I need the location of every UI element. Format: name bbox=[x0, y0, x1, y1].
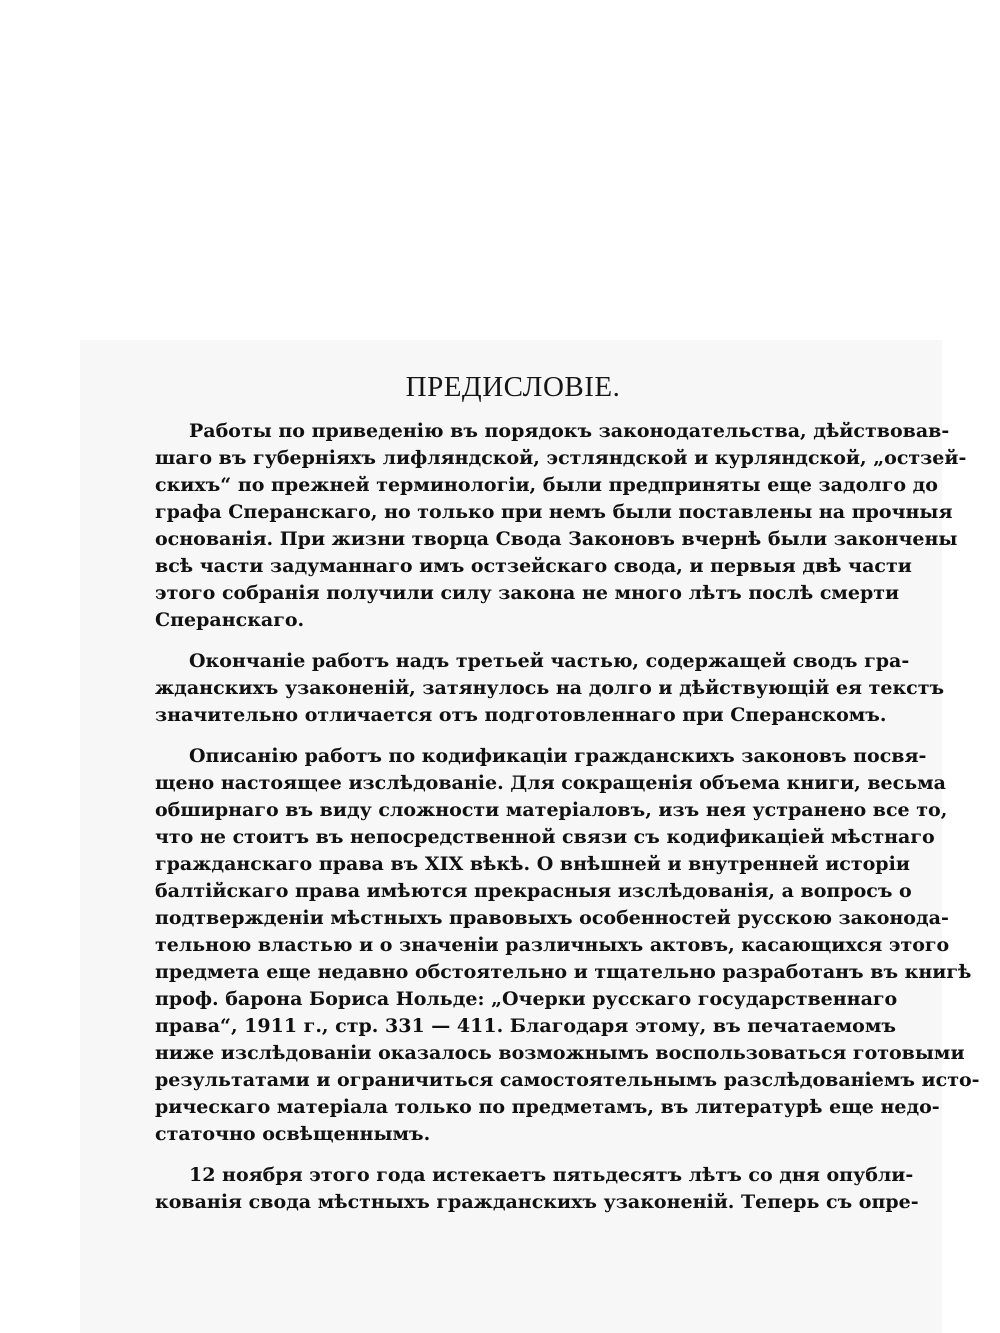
text-line: графа Сперанскаго, но только при немъ были поставлены на прочныя bbox=[155, 501, 953, 523]
text-line: Сперанскаго. bbox=[155, 609, 305, 631]
paragraph-4 bbox=[155, 1162, 919, 1216]
text-line: 12 ноября этого года истекаетъ пятьдесятъ лѣтъ со дня опубли- bbox=[189, 1164, 914, 1186]
text-line: всѣ части задуманнаго имъ остзейскаго свода, и первыя двѣ части bbox=[155, 555, 912, 577]
text-line: скихъ“ по прежней терминологiи, были предприняты еще задолго до bbox=[155, 474, 938, 496]
paragraph-3 bbox=[155, 743, 980, 1148]
paragraph-2 bbox=[155, 648, 945, 729]
text-line: права“, 1911 г., стр. 331 — 411. Благодаря этому, въ печатаемомъ bbox=[155, 1015, 896, 1037]
text-line: балтiйскаго права имѣются прекрасныя изслѣдованiя, а вопросъ о bbox=[155, 880, 912, 902]
text-line: рическаго матерiала только по предметамъ, въ литературѣ еще недо- bbox=[155, 1096, 940, 1118]
text-line: ниже изслѣдованiи оказалось возможнымъ воспользоваться готовыми bbox=[155, 1042, 965, 1064]
text-line: основанiя. При жизни творца Свода Законовъ вчернѣ были закончены bbox=[155, 528, 958, 550]
text-line: тельною властью и о значенiи различныхъ актовъ, касающихся этого bbox=[155, 934, 950, 956]
text-line: Работы по приведенiю въ порядокъ законодательства, дѣйствовав- bbox=[189, 420, 950, 442]
text-line: гражданскаго права въ XIX вѣкѣ. О внѣшней и внутренней исторiи bbox=[155, 853, 910, 875]
paragraph-1 bbox=[155, 418, 967, 634]
text-line: кованiя свода мѣстныхъ гражданскихъ узаконенiй. Теперь съ опре- bbox=[155, 1191, 919, 1213]
text-line: этого собранiя получили силу закона не много лѣтъ послѣ смерти bbox=[155, 582, 900, 604]
text-line: подтвержденiи мѣстныхъ правовыхъ особенностей русскою законода- bbox=[155, 907, 949, 929]
text-line: результатами и ограничиться самостоятельнымъ разслѣдованiемъ исто- bbox=[155, 1069, 980, 1091]
page-title: ПРЕДИСЛОВIЕ. bbox=[405, 371, 621, 403]
text-line: статочно освѣщеннымъ. bbox=[155, 1123, 431, 1145]
text-line: Окончанiе работъ надъ третьей частью, содержащей сводъ гра- bbox=[189, 650, 910, 672]
text-line: жданскихъ узаконенiй, затянулось на долго и дѣйствующiй ея текстъ bbox=[155, 677, 945, 699]
text-line: что не стоитъ въ непосредственной связи съ кодификацiей мѣстнаго bbox=[155, 826, 935, 848]
text-line: Описанiю работъ по кодификацiи гражданскихъ законовъ посвя- bbox=[189, 745, 927, 767]
text-line: проф. барона Бориса Нольде: „Очерки русскаго государственнаго bbox=[155, 988, 898, 1010]
text-line: щено настоящее изслѣдованiе. Для сокращенiя объема книги, весьма bbox=[155, 772, 946, 794]
text-line: значительно отличается отъ подготовленнаго при Сперанскомъ. bbox=[155, 704, 887, 726]
document-page bbox=[155, 370, 980, 1230]
text-line: шаго въ губернiяхъ лифляндской, эстляндской и курляндской, „остзей- bbox=[155, 447, 967, 469]
text-line: предмета еще недавно обстоятельно и тщательно разработанъ въ книгѣ bbox=[155, 961, 972, 983]
text-line: обширнаго въ виду сложности матерiаловъ, изъ нея устранено все то, bbox=[155, 799, 948, 821]
